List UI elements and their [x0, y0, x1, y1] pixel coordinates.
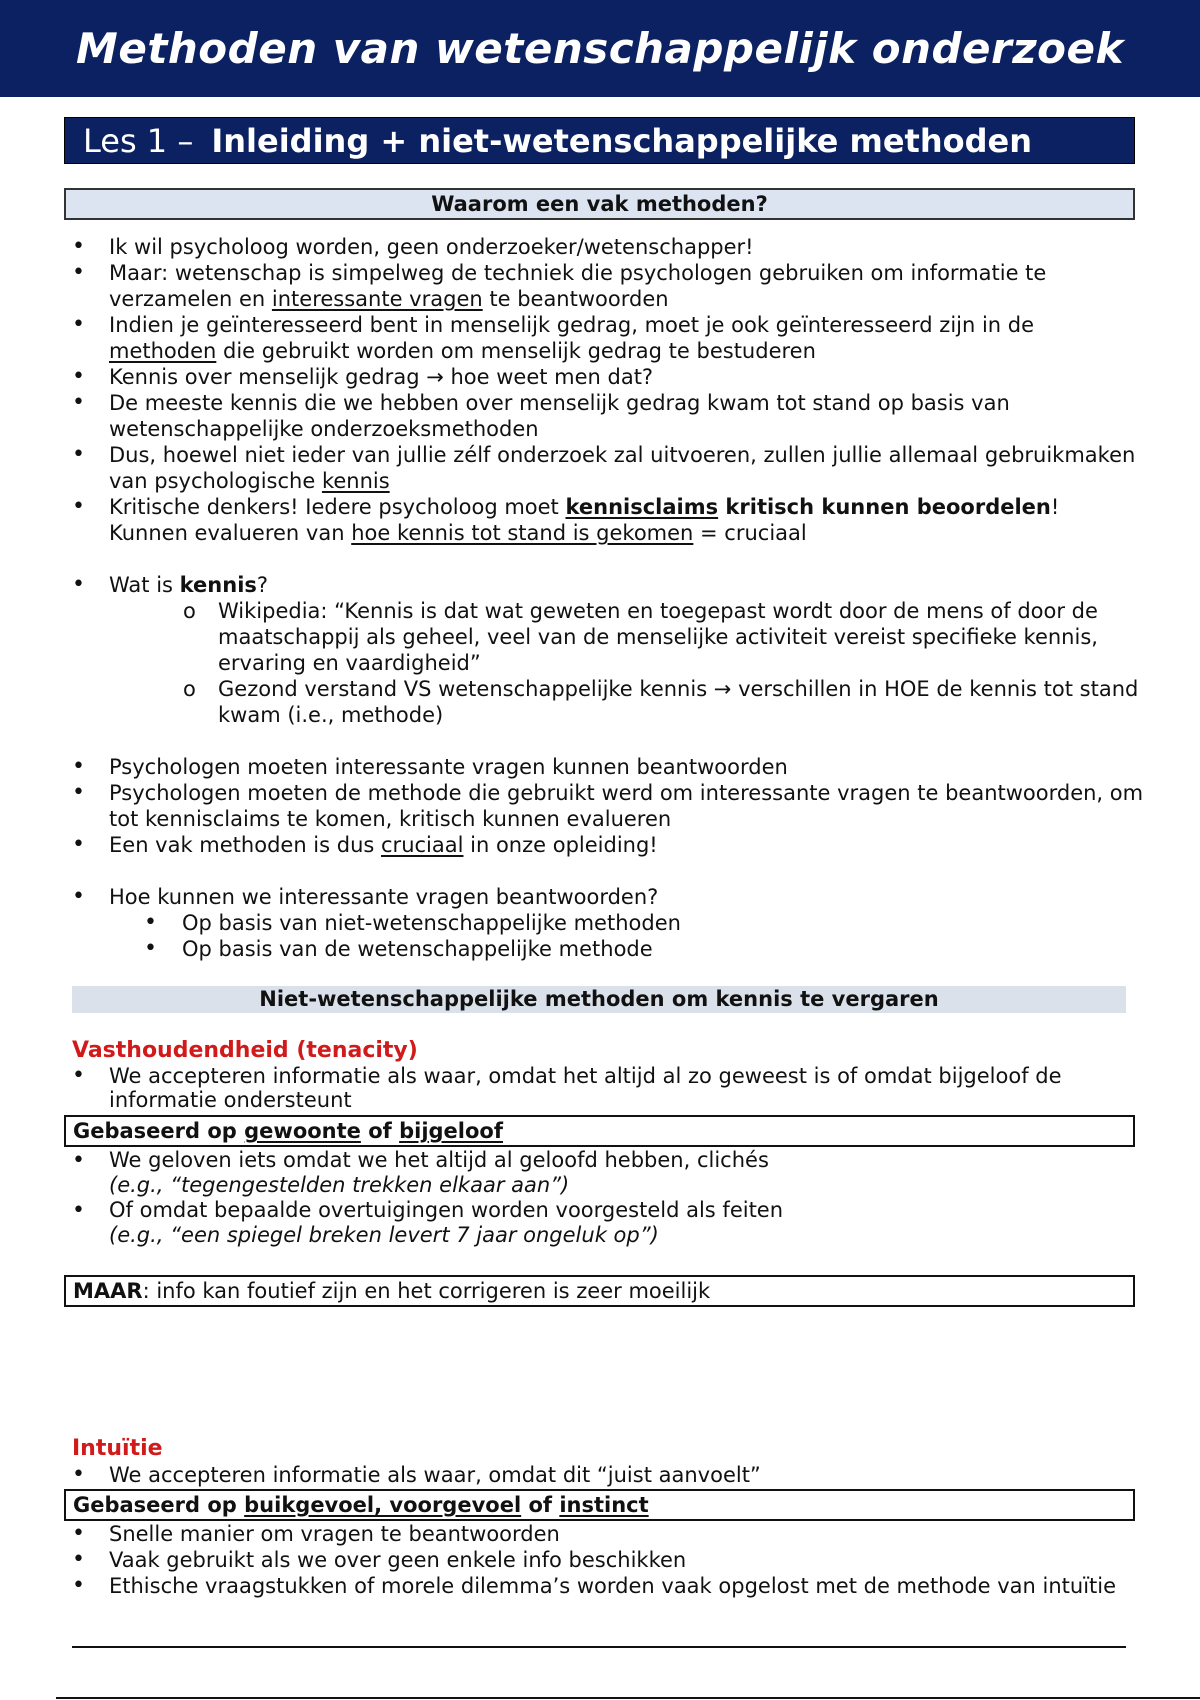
bullet-text: Wat is [109, 573, 180, 597]
list-item [64, 364, 1144, 390]
bullet-text: Een vak methoden is dus [109, 833, 382, 857]
bullet-text: Wikipedia: “Kennis is dat wat geweten en toegepast wordt door de mens of door de maatschappij als geheel, veel van de menselijke activiteit vereist specifieke kennis, ervaring en vaardigheid” [218, 599, 1098, 675]
bullet-text: ? [256, 573, 269, 597]
bullet-text: die gebruikt worden om menselijk gedrag te bestuderen [216, 339, 816, 363]
bullet-text: Vaak gebruikt als we over geen enkele info beschikken [109, 1548, 687, 1572]
underlined-text: kennis [321, 469, 390, 493]
divider-line [72, 1646, 1126, 1648]
bullet-text: Ethische vraagstukken of morele dilemma’s worden vaak opgelost met de methode van intuïtie [109, 1574, 1117, 1598]
sub-list-item [64, 910, 1144, 936]
bullet-text: Gezond verstand VS wetenschappelijke kennis → verschillen in HOE de kennis tot stand kwam (i.e., methode) [218, 677, 1139, 727]
tenacity-block [64, 1038, 1144, 1112]
bullet-text: We accepteren informatie als waar, omdat dit “juist aanvoelt” [109, 1463, 761, 1487]
example-text: (e.g., “tegengestelden trekken elkaar aan”) [109, 1173, 570, 1197]
list-item [64, 1198, 1144, 1248]
list-item [64, 754, 1144, 780]
list-item [64, 1462, 1144, 1488]
list-item [64, 832, 1144, 858]
bullet-list [64, 1148, 1144, 1248]
box-text: Gebaseerd op [73, 1493, 245, 1517]
intuition-block [64, 1436, 1144, 1488]
section-why-methods-content [64, 234, 1144, 962]
bold-text: kennis [179, 573, 257, 597]
lesson-title-bar [64, 117, 1135, 164]
list-item [64, 494, 1144, 546]
bullet-text: Op basis van niet-wetenschappelijke methoden [182, 911, 681, 935]
lesson-number: Les 1 – [83, 121, 194, 160]
tenacity-details [64, 1148, 1144, 1248]
underlined-text: cruciaal [381, 833, 464, 857]
bullet-text: De meeste kennis die we hebben over menselijk gedrag kwam tot stand op basis van wetenschappelijke onderzoeksmethoden [109, 391, 1010, 441]
list-item [64, 1573, 1144, 1599]
bullet-text: Op basis van de wetenschappelijke methode [182, 937, 653, 961]
bullet-text: We accepteren informatie als waar, omdat het altijd al zo geweest is of omdat bijgeloof de informatie ondersteunt [109, 1064, 1062, 1112]
list-item [64, 1148, 1144, 1198]
section-heading-text: Waarom een vak methoden? [431, 192, 768, 216]
box-text: of [360, 1119, 400, 1143]
example-text: (e.g., “een spiegel breken levert 7 jaar ongeluk op”) [109, 1223, 659, 1247]
list-item [64, 390, 1144, 442]
section-heading-non-scientific [72, 986, 1126, 1013]
bold-text: kritisch kunnen beoordelen [718, 495, 1051, 519]
intuition-details [64, 1521, 1144, 1599]
list-item [64, 780, 1144, 832]
list-item [64, 312, 1144, 364]
underlined-text: gewoonte [244, 1119, 361, 1143]
bullet-text: ! [1050, 495, 1060, 519]
list-item [64, 1547, 1144, 1573]
page-bottom-rule [56, 1697, 1200, 1699]
underlined-bold-text: kennisclaims [565, 495, 719, 519]
sub-list-item [64, 598, 1144, 676]
tenacity-caveat-box [64, 1275, 1135, 1307]
bullet-text: Kunnen evalueren van [109, 521, 352, 545]
bullet-text: Indien je geïnteresseerd bent in menselijk gedrag, moet je ook geïnteresseerd zijn in de [109, 313, 1035, 337]
section-heading-why-methods [64, 188, 1135, 220]
sub-list-item [64, 676, 1144, 728]
underlined-text: instinct [559, 1493, 649, 1517]
bold-text: MAAR [73, 1279, 143, 1303]
list-item [64, 1064, 1144, 1112]
bullet-text: te beantwoorden [482, 287, 669, 311]
box-text: : info kan foutief zijn en het corrigeren is zeer moeilijk [142, 1279, 711, 1303]
bullet-text: Kennis over menselijk gedrag → hoe weet men dat? [109, 365, 654, 389]
bullet-list [64, 754, 1144, 858]
bullet-text: Psychologen moeten interessante vragen kunnen beantwoorden [109, 755, 788, 779]
list-item [64, 234, 1144, 260]
intuition-basis-box [64, 1489, 1135, 1521]
bullet-list [64, 572, 1144, 728]
intuition-heading: Intuïtie [72, 1436, 163, 1461]
document-header [0, 0, 1200, 97]
underlined-text: bijgeloof [399, 1119, 503, 1143]
underlined-text: hoe kennis tot stand is gekomen [351, 521, 694, 545]
bullet-text: Snelle manier om vragen te beantwoorden [109, 1522, 560, 1546]
underlined-text: buikgevoel, voorgevoel [244, 1493, 522, 1517]
sub-list-item [64, 936, 1144, 962]
list-item [64, 884, 1144, 910]
bullet-text: Psychologen moeten de methode die gebruikt werd om interessante vragen te beantwoorden, om tot kennisclaims te komen, kritisch kunnen evalueren [109, 781, 1144, 831]
bullet-text: Maar: wetenschap is simpelweg de techniek die psychologen gebruiken om informatie te verzamelen en [109, 261, 1047, 311]
list-item [64, 1521, 1144, 1547]
section-heading-text: Niet-wetenschappelijke methoden om kennis te vergaren [259, 987, 939, 1011]
tenacity-basis-box [64, 1115, 1135, 1147]
tenacity-heading: Vasthoudendheid (tenacity) [72, 1038, 418, 1063]
box-text: of [521, 1493, 560, 1517]
bullet-text: Kritische denkers! Iedere psycholoog moet [109, 495, 566, 519]
bullet-text: Dus, hoewel niet ieder van jullie zélf onderzoek zal uitvoeren, zullen jullie allemaal gebruikmaken van psychologische [109, 443, 1136, 493]
list-item [64, 572, 1144, 598]
box-text: Gebaseerd op [73, 1119, 245, 1143]
lesson-title: Inleiding + niet-wetenschappelijke methoden [211, 121, 1032, 160]
bullet-list [64, 1064, 1144, 1112]
bullet-text: Of omdat bepaalde overtuigingen worden voorgesteld als feiten [109, 1198, 784, 1222]
bullet-text: Hoe kunnen we interessante vragen beantwoorden? [109, 885, 659, 909]
bullet-text: Ik wil psycholoog worden, geen onderzoeker/wetenschapper! [109, 235, 754, 259]
bullet-list [64, 1521, 1144, 1599]
bullet-list [64, 1462, 1144, 1488]
bullet-text: We geloven iets omdat we het altijd al geloofd hebben, clichés [109, 1148, 769, 1172]
document-title: Methoden van wetenschappelijk onderzoek [76, 23, 1124, 73]
list-item [64, 442, 1144, 494]
bullet-list [64, 884, 1144, 962]
underlined-text: methoden [109, 339, 217, 363]
underlined-text: interessante vragen [271, 287, 483, 311]
bullet-list [64, 234, 1144, 546]
list-item [64, 260, 1144, 312]
bullet-text: in onze opleiding! [463, 833, 658, 857]
bullet-text: = cruciaal [693, 521, 807, 545]
